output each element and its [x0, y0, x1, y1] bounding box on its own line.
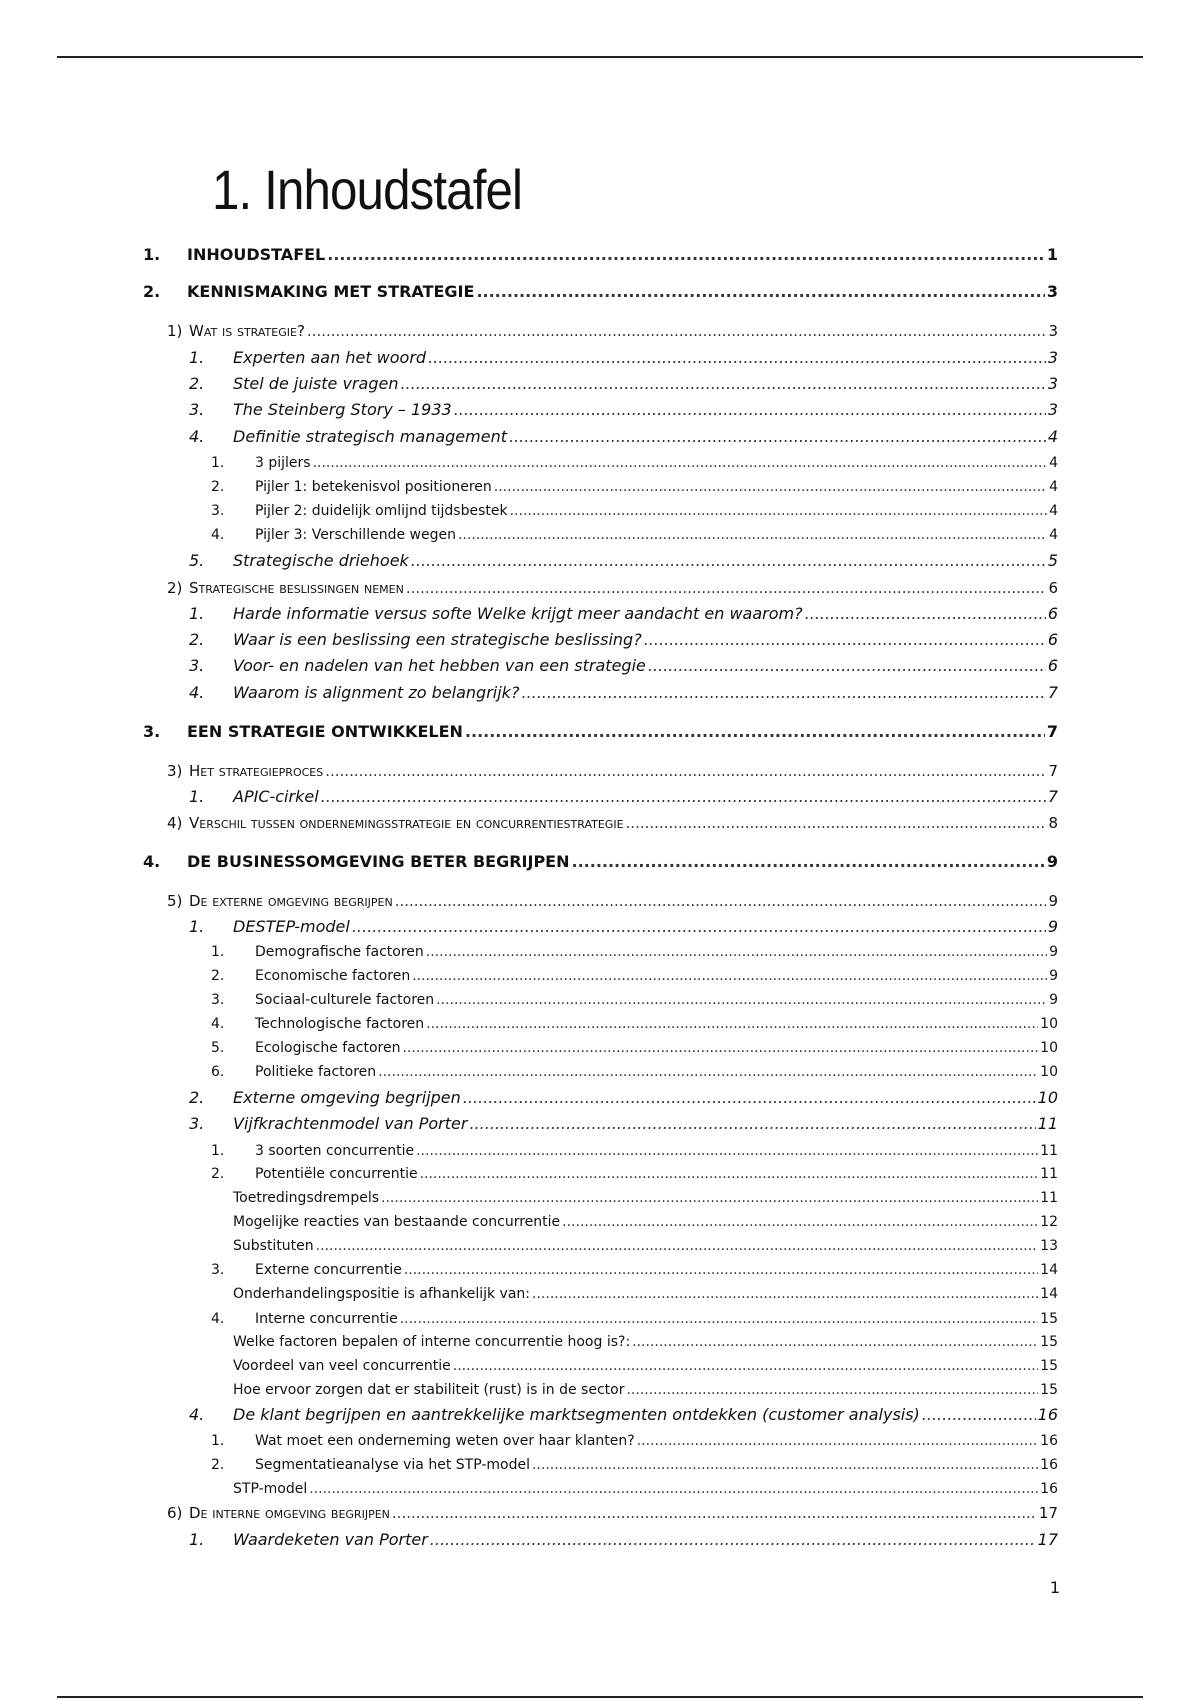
- toc-entry[interactable]: [211, 1259, 1058, 1281]
- toc-entry[interactable]: [189, 1113, 1058, 1135]
- toc-entry-title[interactable]: Stel de juiste vragen: [233, 374, 399, 393]
- toc-entry-number: 5.: [189, 551, 205, 570]
- toc-entry-page: 7: [1047, 787, 1058, 806]
- toc-entry[interactable]: [211, 452, 1058, 474]
- toc-entry-title[interactable]: Externe omgeving begrijpen: [233, 1088, 461, 1107]
- toc-dot-leader: [572, 851, 1045, 873]
- toc-entry-page: 14: [1040, 1262, 1058, 1278]
- toc-entry[interactable]: [143, 721, 1058, 743]
- toc-dot-leader: [494, 476, 1047, 498]
- toc-entry[interactable]: [189, 655, 1058, 677]
- toc-dot-leader: [309, 1478, 1038, 1500]
- toc-entry-page: 4: [1049, 455, 1058, 471]
- toc-entry-page: 16: [1040, 1433, 1058, 1449]
- toc-entry[interactable]: [211, 1061, 1058, 1083]
- toc-entry[interactable]: [189, 786, 1058, 808]
- toc-dot-leader: [307, 320, 1047, 342]
- toc-entry-page: 5: [1047, 551, 1058, 570]
- toc-entry[interactable]: [189, 347, 1058, 369]
- toc-entry-page: 10: [1040, 1016, 1058, 1032]
- toc-entry-page: 6: [1047, 604, 1058, 623]
- toc-entry-number: 4.: [189, 1405, 205, 1424]
- toc-entry-number: 3.: [189, 400, 205, 419]
- toc-dot-leader: [436, 989, 1047, 1011]
- toc-entry-page: 15: [1040, 1382, 1058, 1398]
- toc-dot-leader: [463, 1087, 1036, 1109]
- toc-entry-page: 6: [1047, 630, 1058, 649]
- toc-entry-number: 1.: [189, 604, 205, 623]
- toc-entry-number: 2.: [189, 1088, 205, 1107]
- toc-entry-page: 11: [1040, 1166, 1058, 1182]
- toc-dot-leader: [644, 629, 1046, 651]
- toc-dot-leader: [392, 1502, 1037, 1524]
- toc-entry[interactable]: [233, 1283, 1058, 1305]
- toc-entry[interactable]: [211, 941, 1058, 963]
- toc-entry-number: 1.: [211, 944, 225, 960]
- toc-entry-title[interactable]: Voordeel van veel concurrentie: [233, 1358, 451, 1374]
- toc-dot-leader: [430, 1529, 1036, 1551]
- toc-entry-title[interactable]: De externe omgeving begrijpen: [189, 892, 393, 910]
- toc-dot-leader: [632, 1331, 1038, 1353]
- toc-entry[interactable]: [233, 1235, 1058, 1257]
- toc-entry-number: 2.: [211, 1457, 225, 1473]
- toc-entry-number: 2.: [211, 479, 225, 495]
- toc-entry[interactable]: [233, 1331, 1058, 1353]
- toc-entry-page: 9: [1049, 968, 1058, 984]
- toc-entry-title[interactable]: Vijfkrachtenmodel van Porter: [233, 1114, 468, 1133]
- toc-entry-title[interactable]: Pijler 3: Verschillende wegen: [255, 527, 456, 543]
- toc-entry-title[interactable]: Demografische factoren: [255, 944, 424, 960]
- toc-entry[interactable]: [233, 1187, 1058, 1209]
- toc-entry-page: 4: [1049, 503, 1058, 519]
- toc-entry-number: 2.: [189, 630, 205, 649]
- toc-entry-title[interactable]: Wat moet een onderneming weten over haar klanten?: [255, 1433, 635, 1449]
- toc-dot-leader: [404, 1259, 1038, 1281]
- toc-entry[interactable]: [189, 629, 1058, 651]
- toc-entry[interactable]: [143, 281, 1058, 303]
- toc-entry-page: 9: [1049, 944, 1058, 960]
- toc-entry[interactable]: [189, 399, 1058, 421]
- toc-dot-leader: [395, 890, 1047, 912]
- toc-entry-title[interactable]: Strategische driehoek: [233, 551, 409, 570]
- toc-entry[interactable]: [189, 1404, 1058, 1426]
- toc-entry-number: 2.: [189, 374, 205, 393]
- toc-entry[interactable]: [233, 1478, 1058, 1500]
- toc-entry-title[interactable]: KENNISMAKING MET STRATEGIE: [187, 282, 475, 301]
- toc-entry[interactable]: [167, 1502, 1058, 1524]
- toc-entry[interactable]: [211, 1454, 1058, 1476]
- toc-entry-page: 16: [1040, 1481, 1058, 1497]
- toc-dot-leader: [426, 941, 1047, 963]
- toc-entry-title[interactable]: Het strategieproces: [189, 762, 324, 780]
- toc-dot-leader: [510, 500, 1047, 522]
- toc-entry-title[interactable]: Strategische beslissingen nemen: [189, 579, 404, 597]
- toc-entry-page: 17: [1038, 1504, 1058, 1522]
- toc-entry-number: 3.: [189, 1114, 205, 1133]
- toc-entry-page: 7: [1048, 762, 1058, 780]
- toc-entry-number: 4.: [211, 527, 225, 543]
- toc-entry-page: 7: [1047, 683, 1058, 702]
- toc-entry-title[interactable]: Welke factoren bepalen of interne concurrentie hoog is?:: [233, 1334, 631, 1350]
- toc-dot-leader: [469, 1113, 1035, 1135]
- toc-entry[interactable]: [211, 1430, 1058, 1452]
- toc-entry-number: 2.: [211, 1166, 225, 1182]
- toc-dot-leader: [626, 812, 1047, 834]
- toc-entry[interactable]: [211, 1163, 1058, 1185]
- toc-entry-number: 2.: [143, 282, 161, 301]
- toc-dot-leader: [321, 786, 1046, 808]
- toc-dot-leader: [378, 1061, 1038, 1083]
- toc-dot-leader: [426, 1013, 1038, 1035]
- toc-entry-number: 6.: [211, 1064, 225, 1080]
- toc-entry-page: 15: [1040, 1358, 1058, 1374]
- toc-entry-page: 15: [1040, 1311, 1058, 1327]
- toc-entry-title[interactable]: Waar is een beslissing een strategische beslissing?: [233, 630, 642, 649]
- toc-entry-number: 1.: [211, 1143, 225, 1159]
- toc-entry-page: 17: [1037, 1530, 1058, 1549]
- toc-entry[interactable]: [189, 1529, 1058, 1551]
- page-title: 1. Inhoudstafel: [212, 158, 523, 221]
- toc-entry[interactable]: [167, 577, 1058, 599]
- toc-entry-page: 9: [1048, 892, 1058, 910]
- toc-entry-page: 9: [1049, 992, 1058, 1008]
- toc-entry[interactable]: [233, 1211, 1058, 1233]
- toc-entry-title[interactable]: De interne omgeving begrijpen: [189, 1504, 390, 1522]
- toc-entry-page: 10: [1040, 1040, 1058, 1056]
- toc-dot-leader: [381, 1187, 1038, 1209]
- toc-entry[interactable]: [167, 890, 1058, 912]
- toc-dot-leader: [420, 1163, 1039, 1185]
- toc-entry-title[interactable]: Mogelijke reacties van bestaande concurrentie: [233, 1214, 561, 1230]
- toc-entry-page: 10: [1040, 1064, 1058, 1080]
- toc-entry-title[interactable]: De klant begrijpen en aantrekkelijke marktsegmenten ontdekken (customer analysis): [233, 1405, 920, 1424]
- toc-entry-title[interactable]: Interne concurrentie: [255, 1311, 398, 1327]
- toc-dot-leader: [453, 1355, 1038, 1377]
- toc-dot-leader: [316, 1235, 1039, 1257]
- toc-entry-number: 3.: [211, 1262, 225, 1278]
- toc-entry-title[interactable]: 3 pijlers: [255, 455, 311, 471]
- toc-entry[interactable]: [189, 426, 1058, 448]
- toc-dot-leader: [458, 524, 1047, 546]
- toc-entry-number: 2): [167, 579, 183, 597]
- toc-entry-number: 1.: [211, 455, 225, 471]
- toc-entry-page: 4: [1049, 479, 1058, 495]
- toc-entry-page: 6: [1047, 656, 1058, 675]
- toc-entry[interactable]: [143, 851, 1058, 873]
- toc-entry-number: 3.: [211, 992, 225, 1008]
- toc-entry-page: 6: [1048, 579, 1058, 597]
- toc-entry[interactable]: [143, 244, 1058, 266]
- toc-entry-page: 12: [1040, 1214, 1058, 1230]
- toc-entry-title[interactable]: Toetredingsdrempels: [233, 1190, 380, 1206]
- toc-entry-page: 16: [1037, 1405, 1058, 1424]
- toc-entry-number: 1.: [143, 245, 161, 264]
- toc-entry-title[interactable]: Externe concurrentie: [255, 1262, 402, 1278]
- toc-dot-leader: [313, 452, 1048, 474]
- page-number: 1: [1049, 1578, 1060, 1597]
- toc-entry-title[interactable]: Sociaal-culturele factoren: [255, 992, 435, 1008]
- toc-entry-title[interactable]: Pijler 1: betekenisvol positioneren: [255, 479, 492, 495]
- toc-dot-leader: [406, 577, 1047, 599]
- toc-entry-page: 11: [1037, 1114, 1058, 1133]
- toc-entry-title[interactable]: INHOUDSTAFEL: [187, 245, 326, 264]
- toc-entry-number: 3.: [189, 656, 205, 675]
- toc-entry-page: 11: [1040, 1143, 1058, 1159]
- toc-entry-number: 6): [167, 1504, 183, 1522]
- toc-entry-title[interactable]: Onderhandelingspositie is afhankelijk van:: [233, 1286, 531, 1302]
- toc-entry-page: 13: [1040, 1238, 1058, 1254]
- toc-entry-title[interactable]: EEN STRATEGIE ONTWIKKELEN: [187, 722, 463, 741]
- toc-entry[interactable]: [211, 989, 1058, 1011]
- toc-entry-number: 3): [167, 762, 183, 780]
- toc-entry-number: 1.: [211, 1433, 225, 1449]
- toc-entry-page: 10: [1037, 1088, 1058, 1107]
- toc-dot-leader: [532, 1283, 1038, 1305]
- toc-entry-title[interactable]: Substituten: [233, 1238, 314, 1254]
- toc-dot-leader: [922, 1404, 1036, 1426]
- toc-entry[interactable]: [189, 373, 1058, 395]
- toc-entry-number: 5.: [211, 1040, 225, 1056]
- toc-entry-number: 4): [167, 814, 183, 832]
- toc-entry[interactable]: [167, 760, 1058, 782]
- toc-entry[interactable]: [211, 1013, 1058, 1035]
- toc-dot-leader: [532, 1454, 1038, 1476]
- toc-entry-number: 5): [167, 892, 183, 910]
- toc-entry-number: 1.: [189, 917, 205, 936]
- toc-entry[interactable]: [211, 1037, 1058, 1059]
- toc-entry-title[interactable]: Verschil tussen ondernemingsstrategie en concurrentiestrategie: [189, 814, 624, 832]
- toc-entry-number: 4.: [189, 683, 205, 702]
- toc-dot-leader: [416, 1140, 1038, 1162]
- toc-entry-title[interactable]: Harde informatie versus softe Welke krijgt meer aandacht en waarom?: [233, 604, 803, 623]
- toc-entry-title[interactable]: Hoe ervoor zorgen dat er stabiliteit (rust) is in de sector: [233, 1382, 625, 1398]
- toc-entry-number: 4.: [211, 1016, 225, 1032]
- toc-entry-page: 7: [1046, 722, 1058, 741]
- toc-entry[interactable]: [233, 1379, 1058, 1401]
- toc-entry-title[interactable]: Technologische factoren: [255, 1016, 425, 1032]
- toc-entry[interactable]: [211, 524, 1058, 546]
- toc-entry-title[interactable]: Economische factoren: [255, 968, 411, 984]
- toc-dot-leader: [509, 426, 1046, 448]
- toc-entry-title[interactable]: Voor- en nadelen van het hebben van een strategie: [233, 656, 646, 675]
- toc-entry-title[interactable]: APIC-cirkel: [233, 787, 319, 806]
- toc-dot-leader: [411, 550, 1046, 572]
- toc-entry-number: 4.: [189, 427, 205, 446]
- toc-dot-leader: [454, 399, 1046, 421]
- footer-rule: [57, 1696, 1143, 1698]
- toc-entry-number: 4.: [143, 852, 161, 871]
- toc-entry-page: 3: [1047, 348, 1058, 367]
- toc-entry-title[interactable]: Waardeketen van Porter: [233, 1530, 428, 1549]
- toc-dot-leader: [805, 603, 1046, 625]
- toc-entry-title[interactable]: 3 soorten concurrentie: [255, 1143, 415, 1159]
- toc-entry-page: 9: [1046, 852, 1058, 871]
- toc-entry-title[interactable]: Definitie strategisch management: [233, 427, 507, 446]
- toc-dot-leader: [521, 682, 1045, 704]
- toc-dot-leader: [402, 1037, 1038, 1059]
- toc-dot-leader: [352, 916, 1046, 938]
- toc-entry-number: 3.: [143, 722, 161, 741]
- toc-entry[interactable]: [233, 1355, 1058, 1377]
- toc-entry[interactable]: [189, 682, 1058, 704]
- toc-entry-title[interactable]: Politieke factoren: [255, 1064, 377, 1080]
- toc-entry[interactable]: [211, 1308, 1058, 1330]
- toc-entry[interactable]: [189, 1087, 1058, 1109]
- toc-entry-title[interactable]: Wat is strategie?: [189, 322, 305, 340]
- toc-entry-title[interactable]: Waarom is alignment zo belangrijk?: [233, 683, 520, 702]
- toc-entry-page: 16: [1040, 1457, 1058, 1473]
- toc-entry[interactable]: [189, 916, 1058, 938]
- toc-entry-number: 1): [167, 322, 183, 340]
- toc-entry-title[interactable]: Pijler 2: duidelijk omlijnd tijdsbestek: [255, 503, 508, 519]
- toc-entry[interactable]: [211, 500, 1058, 522]
- toc-entry-title[interactable]: Segmentatieanalyse via het STP-model: [255, 1457, 530, 1473]
- toc-entry-title[interactable]: DESTEP-model: [233, 917, 350, 936]
- toc-dot-leader: [637, 1430, 1038, 1452]
- toc-entry-page: 1: [1046, 245, 1058, 264]
- toc-dot-leader: [476, 281, 1044, 303]
- toc-entry-page: 15: [1040, 1334, 1058, 1350]
- toc-entry-number: 4.: [211, 1311, 225, 1327]
- toc-entry-number: 1.: [189, 1530, 205, 1549]
- toc-dot-leader: [562, 1211, 1038, 1233]
- toc-dot-leader: [626, 1379, 1038, 1401]
- toc-entry-title[interactable]: Potentiële concurrentie: [255, 1166, 418, 1182]
- toc-entry-number: 2.: [211, 968, 225, 984]
- toc-entry[interactable]: [211, 1140, 1058, 1162]
- toc-entry-page: 4: [1049, 527, 1058, 543]
- toc-entry-title[interactable]: DE BUSINESSOMGEVING BETER BEGRIJPEN: [187, 852, 570, 871]
- toc-entry-page: 3: [1046, 282, 1058, 301]
- toc-dot-leader: [400, 1308, 1038, 1330]
- toc-entry[interactable]: [167, 812, 1058, 834]
- toc-entry-number: 3.: [211, 503, 225, 519]
- toc-entry[interactable]: [211, 476, 1058, 498]
- toc-entry-page: 3: [1047, 400, 1058, 419]
- toc-entry-page: 3: [1048, 322, 1058, 340]
- toc-entry-page: 3: [1047, 374, 1058, 393]
- toc-entry-title[interactable]: The Steinberg Story – 1933: [233, 400, 452, 419]
- toc-entry[interactable]: [189, 550, 1058, 572]
- toc-dot-leader: [648, 655, 1046, 677]
- toc-entry-title[interactable]: Ecologische factoren: [255, 1040, 401, 1056]
- toc-dot-leader: [428, 347, 1046, 369]
- toc-entry-page: 9: [1047, 917, 1058, 936]
- toc-entry-page: 14: [1040, 1286, 1058, 1302]
- toc-entry[interactable]: [189, 603, 1058, 625]
- toc-entry-page: 8: [1048, 814, 1058, 832]
- toc-entry-number: 1.: [189, 787, 205, 806]
- toc-dot-leader: [465, 721, 1045, 743]
- toc-entry[interactable]: [167, 320, 1058, 342]
- toc-dot-leader: [325, 760, 1046, 782]
- toc-entry-page: 4: [1047, 427, 1058, 446]
- toc-entry-page: 11: [1040, 1190, 1058, 1206]
- toc-dot-leader: [412, 965, 1047, 987]
- toc-entry-number: 1.: [189, 348, 205, 367]
- toc-entry-title[interactable]: STP-model: [233, 1481, 308, 1497]
- toc-entry-title[interactable]: Experten aan het woord: [233, 348, 427, 367]
- toc-entry[interactable]: [211, 965, 1058, 987]
- toc-dot-leader: [327, 244, 1045, 266]
- toc-dot-leader: [400, 373, 1045, 395]
